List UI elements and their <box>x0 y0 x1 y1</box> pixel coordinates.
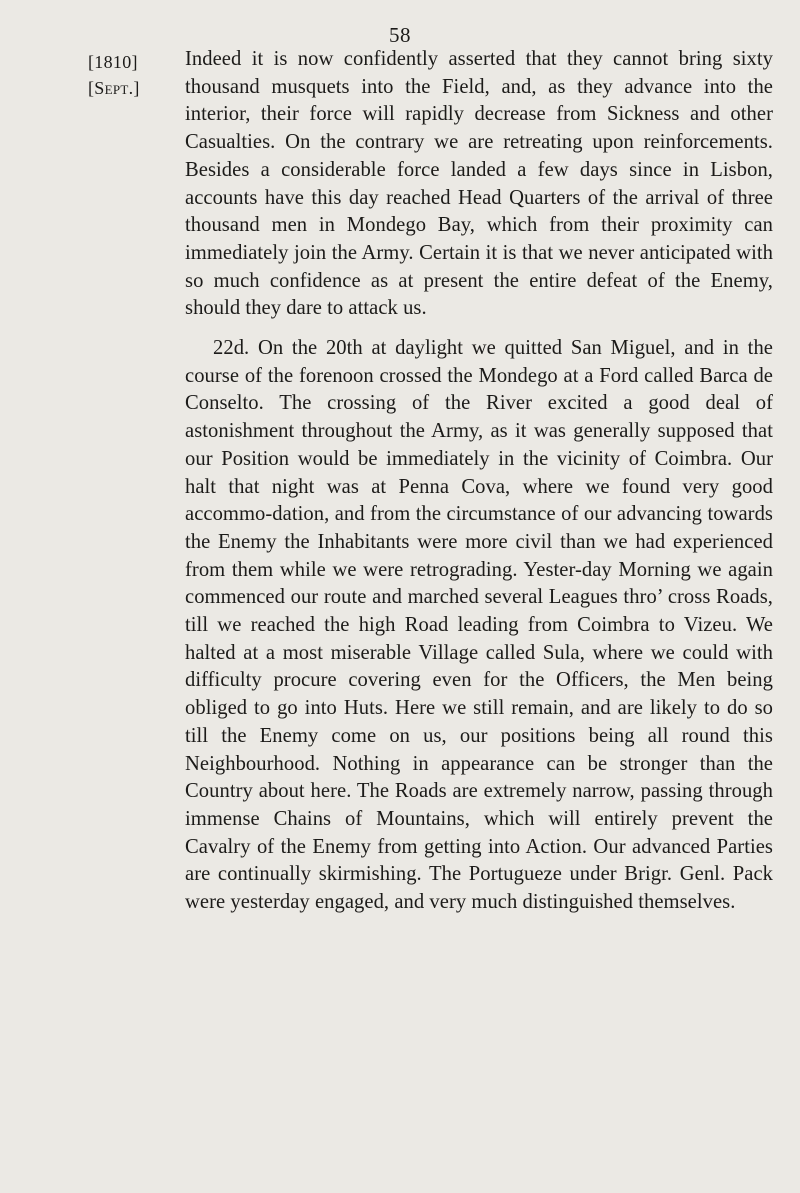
paragraph-2: 22d. On the 20th at daylight we quitted San Miguel, and in the course of the forenoon crossed the Mondego at a Ford called Barca de Conselto. The crossing of the River excited a good deal of astonishment throughout the Army, as it was generally supposed that our Position would be immediately in the vicinity of Coimbra. Our halt that night was at Penna Cova, where we found very good accommo-dation, and from the circumstance of our advancing towards the Enemy the Inhabitants were more civil than we had experienced from them while we were retrograding. Yester-day Morning we again commenced our route and marched several Leagues thro’ cross Roads, till we reached the high Road leading from Coimbra to Vizeu. We halted at a most miserable Village called Sula, where we could with difficulty procure covering even for the Officers, the Men being obliged to go into Huts. Here we still remain, and are likely to do so till the Enemy come on us, our positions being all round this Neighbourhood. Nothing in appearance can be stronger than the Country about here. The Roads are extremely narrow, passing through immense Chains of Mountains, which will entirely prevent the Cavalry of the Enemy from getting into Action. Our advanced Parties are continually skirmishing. The Portugueze under Brigr. Genl. Pack were yesterday engaged, and very much distinguished themselves. <box>185 337 773 914</box>
paragraph-1: Indeed it is now confidently asserted that they cannot bring sixty thousand musquets into the Field, and, as they advance into the interior, their force will rapidly decrease from Sickness and other Casualties. On the contrary we are retreating upon reinforcements. Besides a considerable force landed a few days since in Lisbon, accounts have this day reached Head Quarters of the arrival of three thousand men in Mondego Bay, which from their proximity can immediately join the Army. Certain it is that we never anticipated with so much confidence as at present the entire defeat of the Enemy, should they dare to attack us. <box>185 48 773 320</box>
page-number: 58 <box>389 23 411 47</box>
margin-month: [Sept.] <box>88 78 140 98</box>
text-body <box>185 46 773 917</box>
margin-notes <box>88 49 140 101</box>
margin-year: [1810] <box>88 52 138 72</box>
